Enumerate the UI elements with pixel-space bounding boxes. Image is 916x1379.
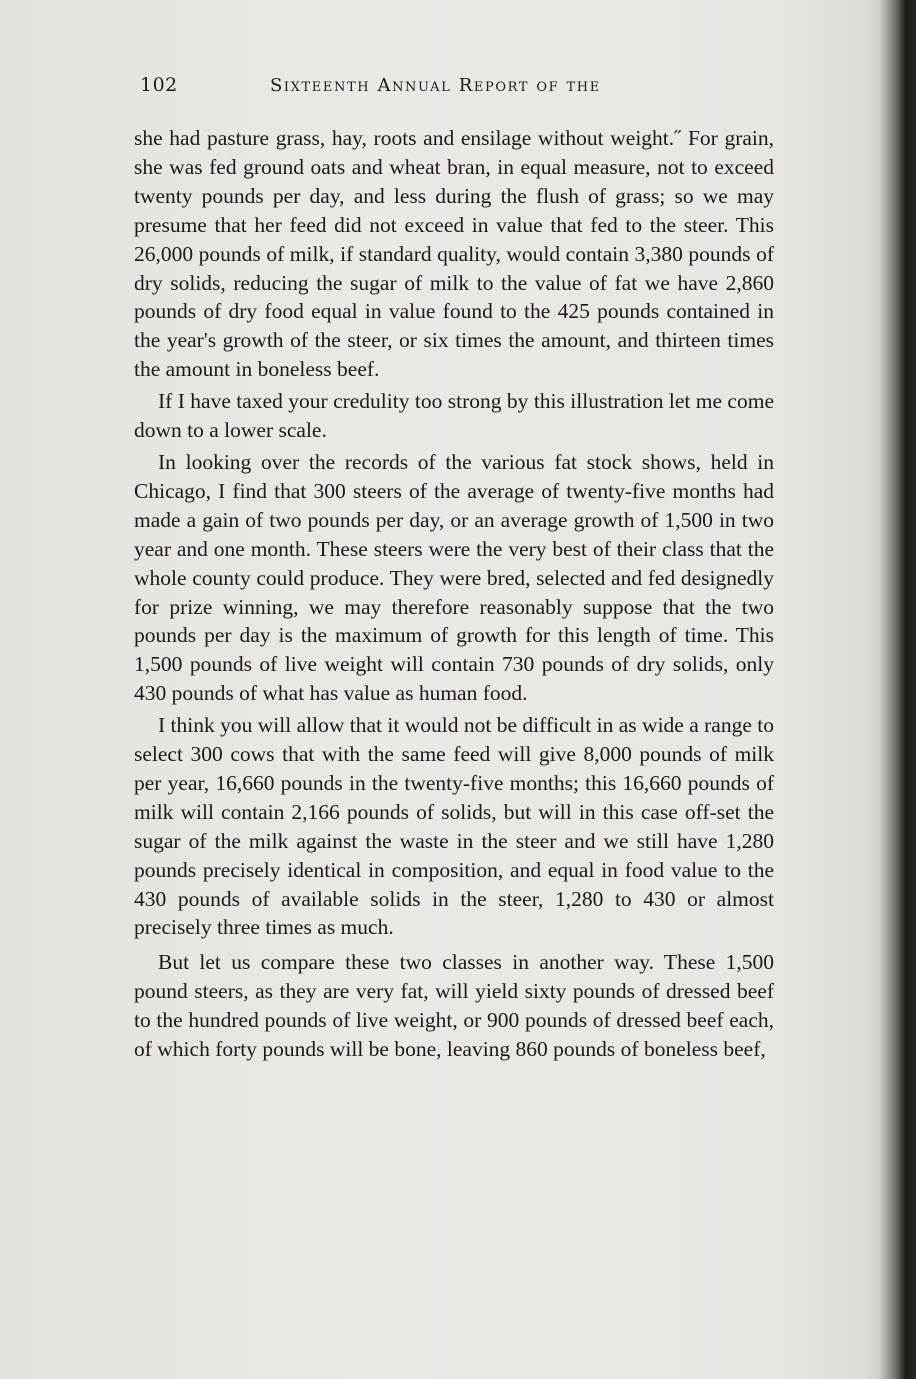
paragraph: But let us compare these two classes in another way. These 1,500 pound steers, as they are very fat, will yield sixty pounds of dressed beef to the hundred pounds of live weight, or 900 pounds of dressed beef each, of which forty pounds will be bone, leaving 860 pounds of boneless beef,	[134, 950, 774, 1062]
page-number: 102	[140, 74, 178, 96]
body-text	[134, 124, 774, 1064]
book-binding-shadow	[864, 0, 916, 1379]
paragraph-continued: she had pasture grass, hay, roots and ensilage without weight.˝ For grain, she was fed ground oats and wheat bran, in equal measure, not to exceed twenty pounds per day, and less during the flush of grass; so we may presume that her feed did not exceed in value that fed to the steer. This 26,000 pounds of milk, if standard quality, would contain 3,380 pounds of dry solids, reducing the sugar of milk to the value of fat we have 2,860 pounds of dry food equal in value found to the 425 pounds contained in the year's growth of the steer, or six times the amount, and thirteen times the amount in boneless beef.	[134, 126, 774, 382]
paragraph: In looking over the records of the various fat stock shows, held in Chicago, I find that 300 steers of the average of twenty-five months had made a gain of two pounds per day, or an average growth of 1,500 in two year and one month. These steers were the very best of their class that the whole county could produce. They were bred, selected and fed designedly for prize winning, we may therefore reasonably suppose that the two pounds per day is the maximum of growth for this length of time. This 1,500 pounds of live weight will contain 730 pounds of dry solids, only 430 pounds of what has value as human food.	[134, 449, 774, 706]
paragraph: I think you will allow that it would not be difficult in as wide a range to select 300 cows that with the same feed will give 8,000 pounds of milk per year, 16,660 pounds in the twenty-five months; this 16,660 pounds of milk will contain 2,166 pounds of solids, but will in this case off-set the sugar of the milk against the waste in the steer and we still have 1,280 pounds precisely identical in composition, and equal in food value to the 430 pounds of available solids in the steer, 1,280 to 430 or almost precisely three times as much.	[134, 713, 774, 940]
running-head: Sixteenth Annual Report of the	[270, 75, 601, 96]
page-header	[140, 74, 660, 104]
paragraph: If I have taxed your credulity too strong by this illustration let me come down to a lower scale.	[134, 389, 774, 443]
